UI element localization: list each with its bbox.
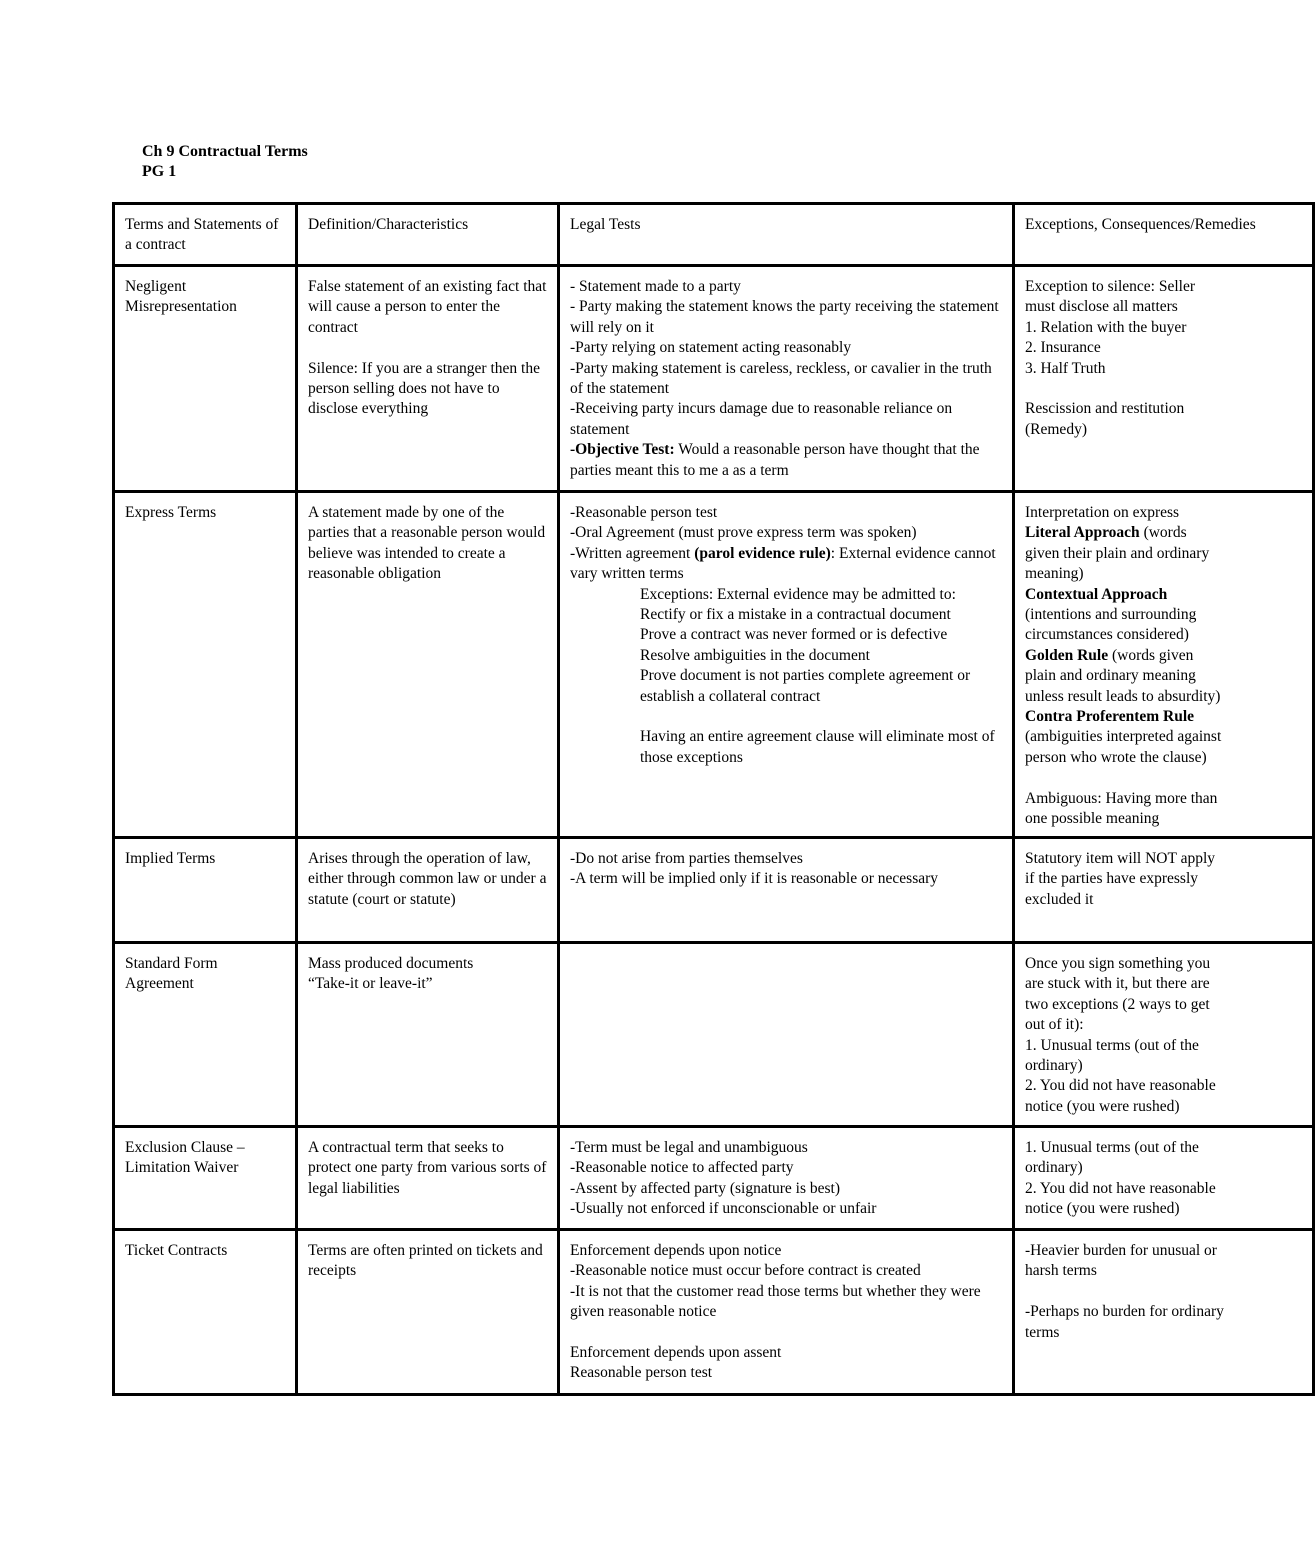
table-row (114, 492, 1314, 838)
header-cell-legal-tests: Legal Tests (559, 204, 1014, 266)
definition-cell: Terms are often printed on tickets and receipts (297, 1230, 559, 1395)
table-row (114, 1230, 1314, 1395)
term-cell: Standard Form Agreement (114, 943, 297, 1127)
legal-tests-cell (559, 943, 1014, 1127)
term-cell: Ticket Contracts (114, 1230, 297, 1395)
exceptions-cell: -Heavier burden for unusual or harsh terms -Perhaps no burden for ordinary terms (1014, 1230, 1314, 1395)
definition-cell: A contractual term that seeks to protect one party from various sorts of legal liabilities (297, 1127, 559, 1230)
table-row (114, 943, 1314, 1127)
term-cell: Express Terms (114, 492, 297, 838)
legal-tests-cell: - Statement made to a party - Party making the statement knows the party receiving the statement will rely on it -Party relying on statement acting reasonably -Party making statement is careless, reckless, or cavalier in the truth of the statement -Receiving party incurs damage due to reasonable reliance on statement -Objective Test: Would a reasonable person have thought that the parties meant this to me a as a term (559, 266, 1014, 492)
header-cell-terms: Terms and Statements of a contract (114, 204, 297, 266)
document-title: Ch 9 Contractual Terms (142, 143, 308, 160)
document-header (142, 142, 308, 182)
page-number: PG 1 (142, 163, 177, 180)
legal-tests-cell: -Do not arise from parties themselves -A term will be implied only if it is reasonable or necessary (559, 838, 1014, 943)
exceptions-cell: 1. Unusual terms (out of the ordinary) 2. You did not have reasonable notice (you were rushed) (1014, 1127, 1314, 1230)
exceptions-cell: Interpretation on express Literal Approach (words given their plain and ordinary meaning) Contextual Approach (intentions and surrounding circumstances considered) Golden Rule (words given plain and ordinary meaning unless result leads to absurdity) Contra Proferentem Rule (ambiguities interpreted against person who wrote the clause) Ambiguous: Having more than one possible meaning (1014, 492, 1314, 838)
legal-tests-cell: -Reasonable person test -Oral Agreement (must prove express term was spoken) -Written agreement (parol evidence rule): External evidence cannot vary written terms Exceptions: External evidence may be admitted to: Rectify or fix a mistake in a contractual document Prove a contract was never formed or is defective Resolve ambiguities in the document Prove document is not parties complete agreement or establish a collateral contract Having an entire agreement clause will eliminate most of those exceptions (559, 492, 1014, 838)
legal-tests-cell: Enforcement depends upon notice -Reasonable notice must occur before contract is created -It is not that the customer read those terms but whether they were given reasonable notice Enforcement depends upon assent Reasonable person test (559, 1230, 1014, 1395)
header-cell-definition: Definition/Characteristics (297, 204, 559, 266)
definition-cell: Arises through the operation of law, either through common law or under a statute (court or statute) (297, 838, 559, 943)
definition-cell: False statement of an existing fact that will cause a person to enter the contract Silence: If you are a stranger then the person selling does not have to disclose everything (297, 266, 559, 492)
contractual-terms-table (112, 202, 1315, 1396)
legal-tests-cell: -Term must be legal and unambiguous -Reasonable notice to affected party -Assent by affected party (signature is best) -Usually not enforced if unconscionable or unfair (559, 1127, 1014, 1230)
header-cell-exceptions: Exceptions, Consequences/Remedies (1014, 204, 1314, 266)
definition-cell: A statement made by one of the parties that a reasonable person would believe was intended to create a reasonable obligation (297, 492, 559, 838)
exceptions-cell: Once you sign something you are stuck with it, but there are two exceptions (2 ways to get out of it): 1. Unusual terms (out of the ordinary) 2. You did not have reasonable notice (you were rushed) (1014, 943, 1314, 1127)
table-row (114, 266, 1314, 492)
exceptions-cell: Exception to silence: Seller must disclose all matters 1. Relation with the buyer 2. Insurance 3. Half Truth Rescission and restitution (Remedy) (1014, 266, 1314, 492)
exceptions-cell: Statutory item will NOT apply if the parties have expressly excluded it (1014, 838, 1314, 943)
definition-cell: Mass produced documents “Take-it or leave-it” (297, 943, 559, 1127)
term-cell: Negligent Misrepresentation (114, 266, 297, 492)
table-row (114, 1127, 1314, 1230)
table-row (114, 838, 1314, 943)
term-cell: Implied Terms (114, 838, 297, 943)
table-header-row (114, 204, 1314, 266)
term-cell: Exclusion Clause – Limitation Waiver (114, 1127, 297, 1230)
